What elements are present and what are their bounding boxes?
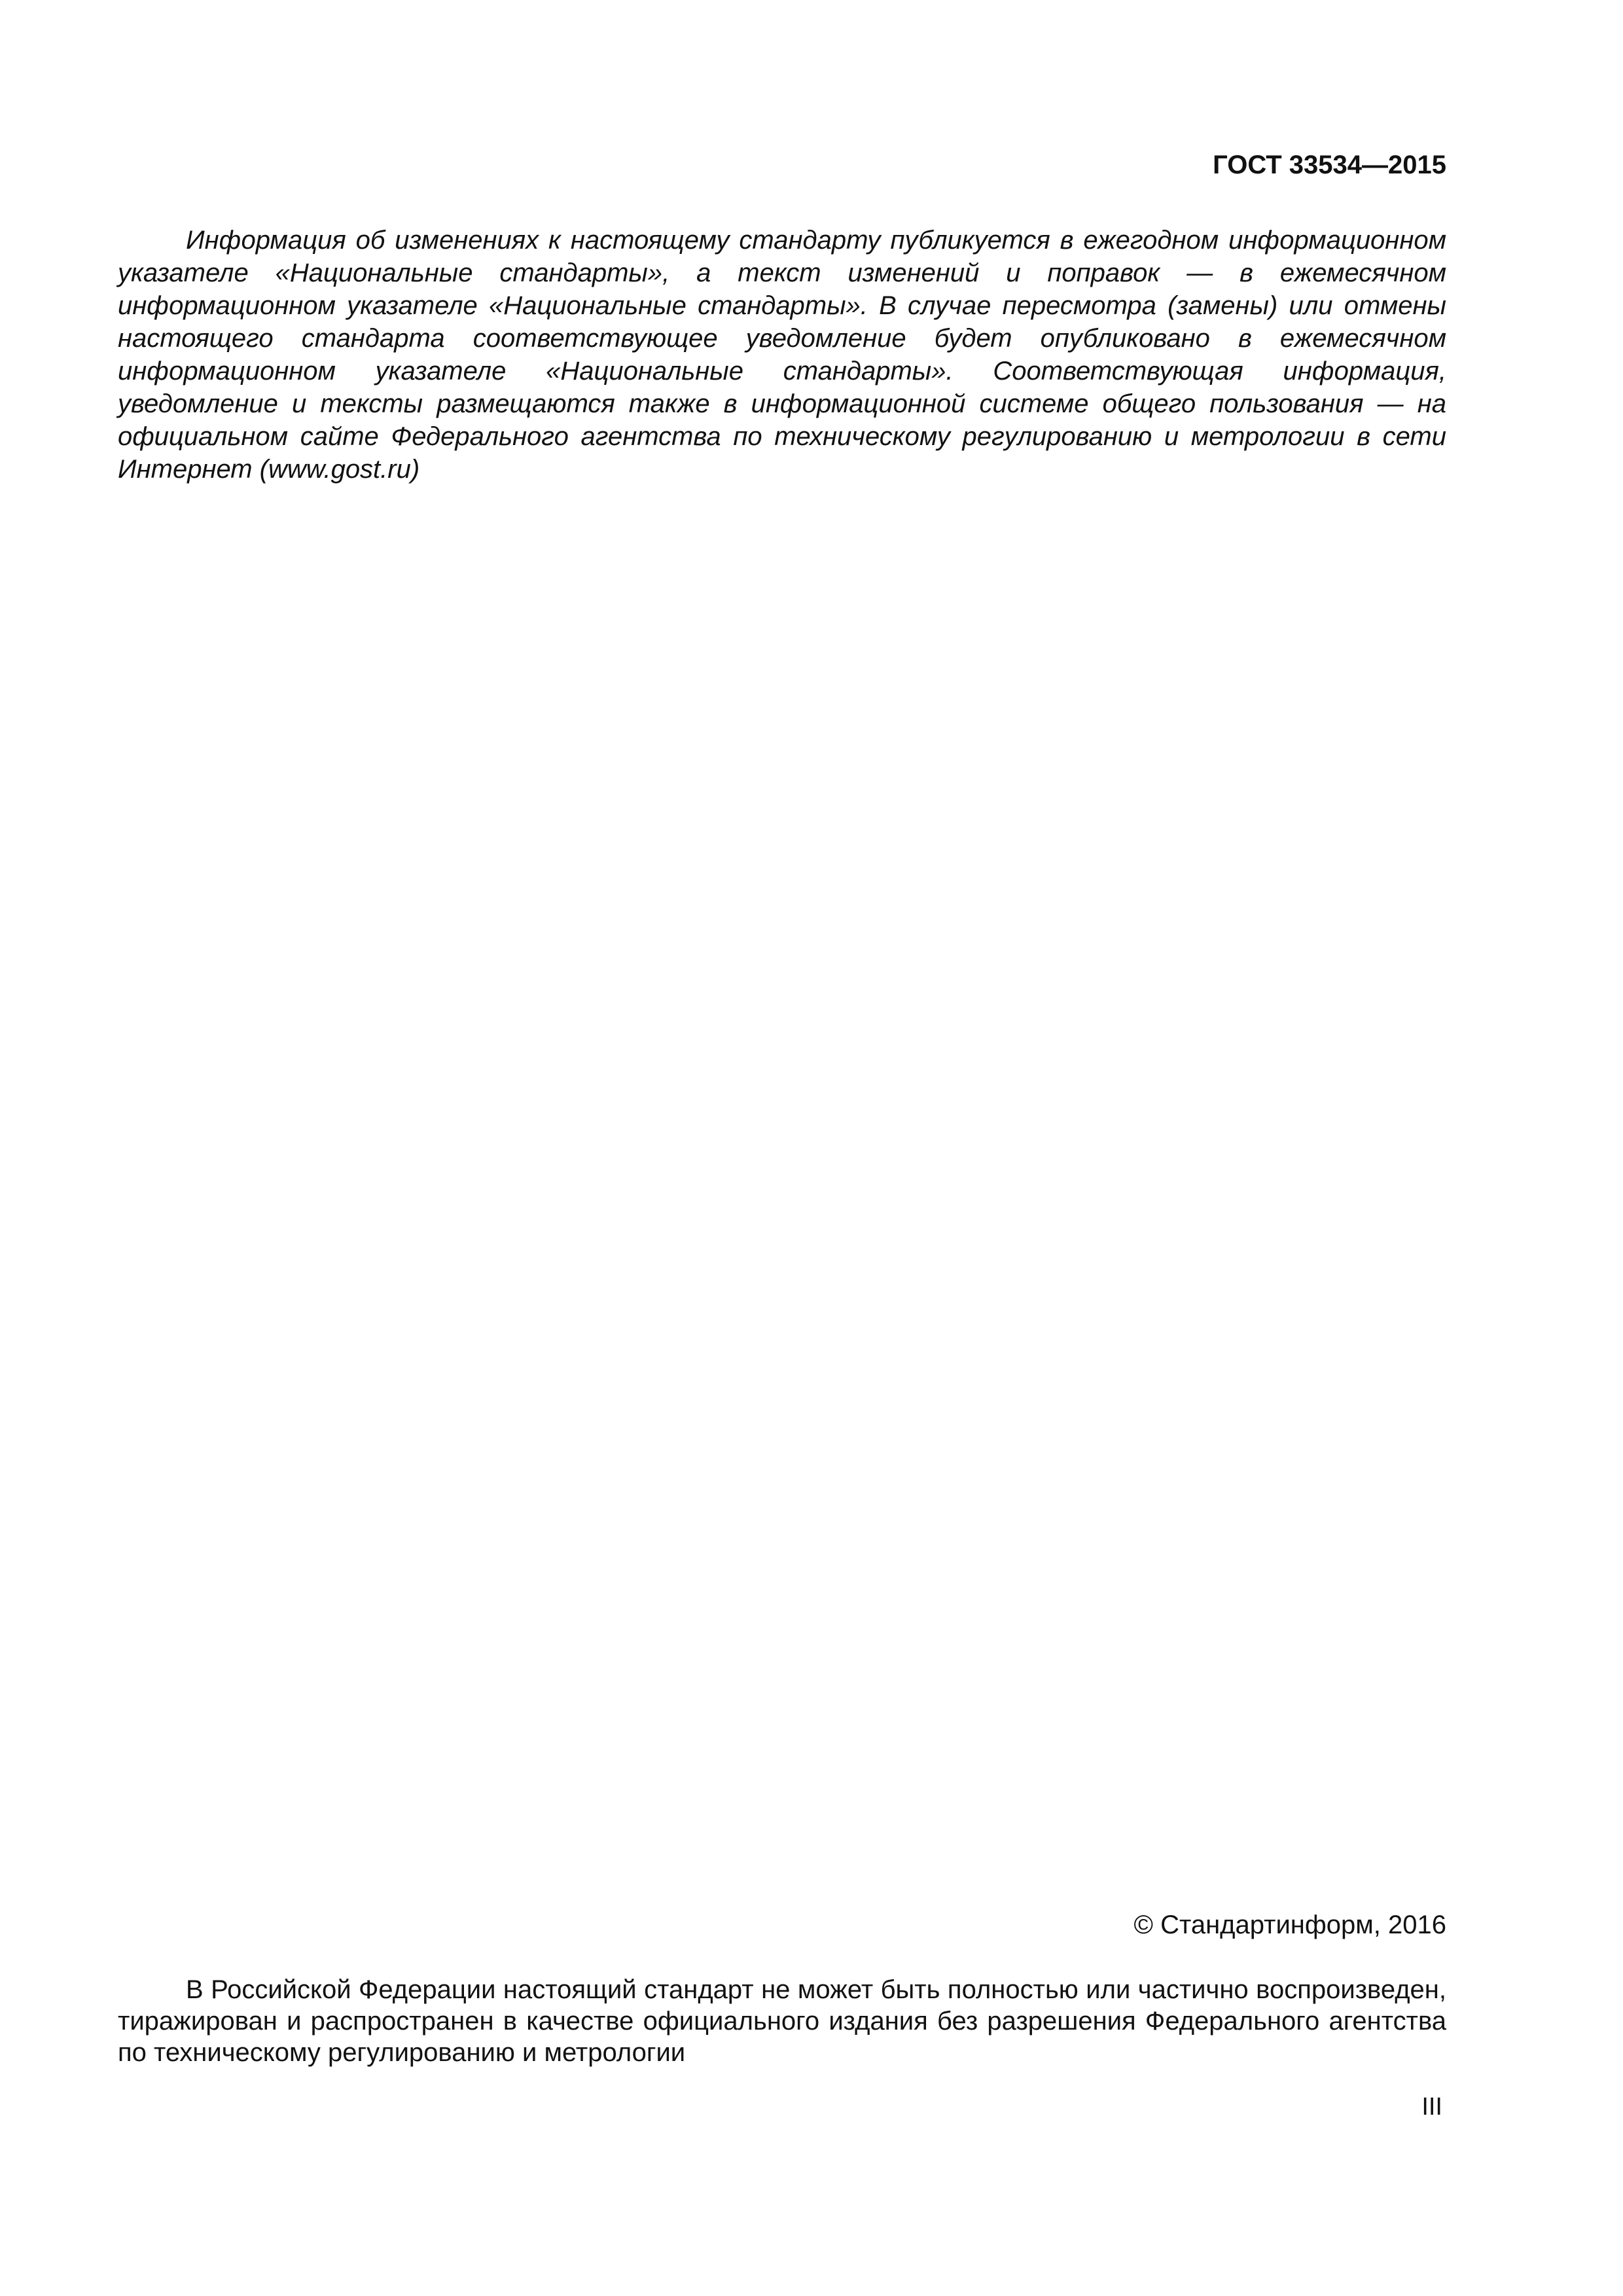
amendments-info-paragraph: Информация об изменениях к настоящему стандарту публикуется в ежегодном информационном указателе «Национальные стандарты», а текст изменений и поправок — в ежемесячном информационном указателе «Национальные стандарты». В случае пересмотра (замены) или отмены настоящего стандарта соответствующее уведомление будет опубликовано в ежемесячном информационном указателе «Национальные стандарты». Соответствующая информация, уведомление и тексты размещаются также в информационной системе общего пользования — на официальном сайте Федерального агентства по техническому регулированию и метрологии в сети Интернет (www.gost.ru) xyxy=(118,226,1446,484)
reproduction-restriction-paragraph: В Российской Федерации настоящий стандарт не может быть полностью или частично воспроизведен, тиражирован и распространен в качестве официального издания без разрешения Федерального агентства по техническому регулированию и метрологии xyxy=(118,1975,1446,2067)
page-number: III xyxy=(1421,2093,1442,2121)
copyright-notice: © Стандартинформ, 2016 xyxy=(1133,1910,1446,1939)
standard-code-header: ГОСТ 33534—2015 xyxy=(1213,151,1446,179)
